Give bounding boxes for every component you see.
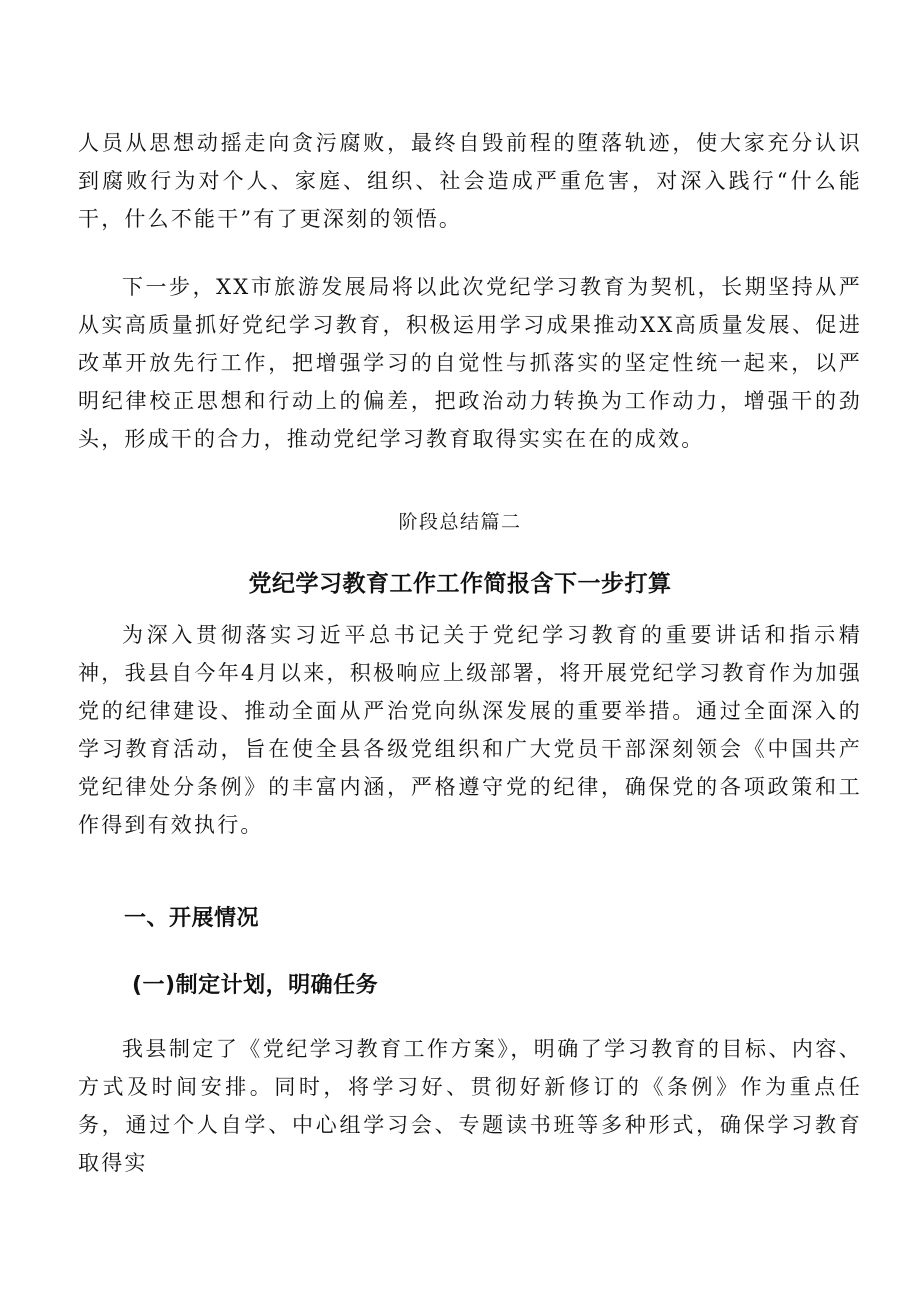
paragraph-next-steps: 下一步，XX市旅游发展局将以此次党纪学习教育为契机，长期坚持从严从实高质量抓好党纪学习教育，积极运用学习成果推动XX高质量发展、促进改革开放先行工作，把增强学习的自觉性与抓落实的坚定性统一起来，以严明纪律校正思想和行动上的偏差，把政治动力转换为工作动力，增强干的劲头，形成干的合力，推动党纪学习教育取得实实在在的成效。 — [78, 275, 862, 451]
paragraph-plan: 我县制定了《党纪学习教育工作方案》，明确了学习教育的目标、内容、方式及时间安排。同时，将学习好、贯彻好新修订的《条例》作为重点任务，通过个人自学、中心组学习会、专题读书班等多种形式，确保学习教育取得实 — [78, 1037, 862, 1175]
paragraph-continuation: 人员从思想动摇走向贪污腐败，最终自毁前程的堕落轨迹，使大家充分认识到腐败行为对个人、家庭、组织、社会造成严重危害，对深入践行“什么能干，什么不能干”有了更深刻的领悟。 — [78, 131, 862, 231]
document-title: 党纪学习教育工作工作简报含下一步打算 — [248, 571, 672, 597]
paragraph-intro: 为深入贯彻落实习近平总书记关于党纪学习教育的重要讲话和指示精神，我县自今年4月以来，积极响应上级部署，将开展党纪学习教育作为加强党的纪律建设、推动全面从严治党向纵深发展的重要举措。通过全面深入的学习教育活动，旨在使全县各级党组织和广大党员干部深刻领会《中国共产党纪律处分条例》的丰富内涵，严格遵守党的纪律，确保党的各项政策和工作得到有效执行。 — [78, 623, 862, 837]
section-name: 阶段总结篇二 — [398, 511, 522, 533]
heading-level-1: 一、开展情况 — [124, 906, 260, 931]
heading-level-2: (一)制定计划，明确任务 — [132, 973, 379, 998]
